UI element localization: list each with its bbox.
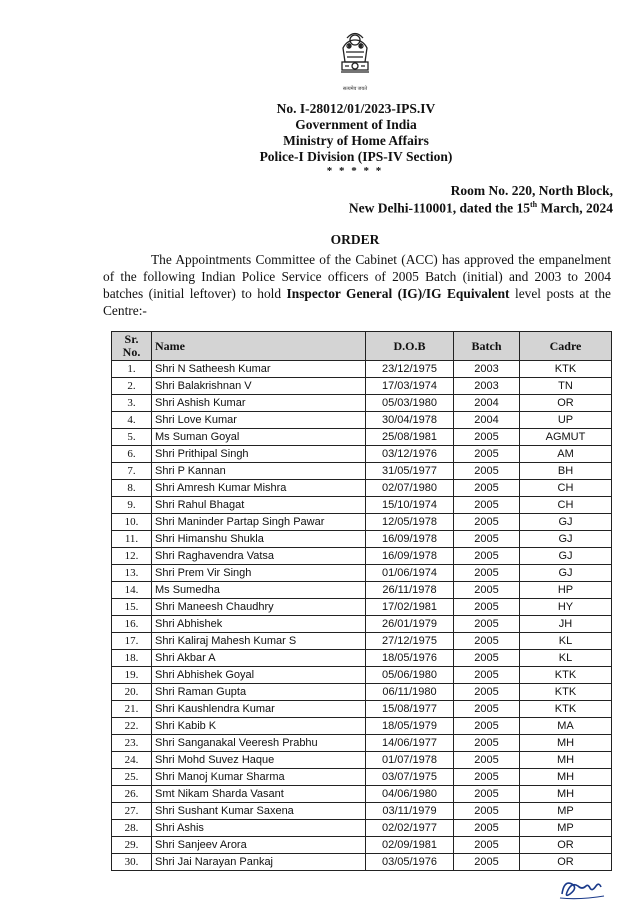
cell-name: Shri Balakrishnan V: [152, 378, 366, 395]
table-row: [112, 701, 612, 718]
cell-sr-no: 29.: [112, 837, 152, 854]
cell-dob: 18/05/1976: [366, 650, 454, 667]
cell-batch: 2005: [454, 531, 520, 548]
table-header-row: [112, 332, 612, 361]
cell-batch: 2005: [454, 446, 520, 463]
cell-batch: 2005: [454, 599, 520, 616]
header-cadre: Cadre: [520, 332, 612, 361]
address-line-2: New Delhi-110001, dated the 15th March, 2024: [348, 200, 613, 216]
cell-dob: 05/06/1980: [366, 667, 454, 684]
cell-name: Shri Himanshu Shukla: [152, 531, 366, 548]
header-sr-no: Sr. No.: [112, 332, 152, 361]
order-body: The Appointments Committee of the Cabinet (ACC) has approved the empanelment of the following Indian Police Service officers of 2005 Batch (initial) and 2003 to 2004 batches (initial leftover) to hold Inspector General (IG)/IG Equivalent level posts at the Centre:-: [103, 252, 611, 318]
table-row: [112, 361, 612, 378]
table-row: [112, 429, 612, 446]
header-name: Name: [152, 332, 366, 361]
cell-sr-no: 2.: [112, 378, 152, 395]
ministry-name: Ministry of Home Affairs: [283, 133, 429, 148]
table-row: [112, 854, 612, 871]
cell-dob: 26/01/1979: [366, 616, 454, 633]
table-row: [112, 582, 612, 599]
cell-dob: 16/09/1978: [366, 548, 454, 565]
cell-batch: 2005: [454, 701, 520, 718]
cell-sr-no: 18.: [112, 650, 152, 667]
cell-batch: 2005: [454, 769, 520, 786]
cell-name: Shri Akbar A: [152, 650, 366, 667]
cell-cadre: AM: [520, 446, 612, 463]
table-row: [112, 480, 612, 497]
cell-dob: 30/04/1978: [366, 412, 454, 429]
cell-name: Shri Sushant Kumar Saxena: [152, 803, 366, 820]
cell-name: Shri Ashish Kumar: [152, 395, 366, 412]
cell-sr-no: 17.: [112, 633, 152, 650]
cell-batch: 2005: [454, 463, 520, 480]
cell-dob: 17/02/1981: [366, 599, 454, 616]
table-row: [112, 718, 612, 735]
cell-sr-no: 11.: [112, 531, 152, 548]
cell-sr-no: 7.: [112, 463, 152, 480]
cell-sr-no: 27.: [112, 803, 152, 820]
cell-cadre: MP: [520, 820, 612, 837]
cell-cadre: CH: [520, 497, 612, 514]
cell-cadre: OR: [520, 854, 612, 871]
cell-dob: 01/07/1978: [366, 752, 454, 769]
cell-name: Shri Love Kumar: [152, 412, 366, 429]
cell-dob: 27/12/1975: [366, 633, 454, 650]
cell-dob: 15/10/1974: [366, 497, 454, 514]
cell-batch: 2005: [454, 429, 520, 446]
national-emblem-icon: [333, 28, 377, 86]
cell-dob: 02/02/1977: [366, 820, 454, 837]
table-row: [112, 565, 612, 582]
table-row: [112, 650, 612, 667]
cell-cadre: OR: [520, 837, 612, 854]
cell-dob: 17/03/1974: [366, 378, 454, 395]
file-number: No. I-28012/01/2023-IPS.IV: [276, 101, 436, 116]
cell-batch: 2005: [454, 633, 520, 650]
cell-dob: 31/05/1977: [366, 463, 454, 480]
cell-cadre: OR: [520, 395, 612, 412]
cell-sr-no: 21.: [112, 701, 152, 718]
cell-dob: 15/08/1977: [366, 701, 454, 718]
cell-cadre: MH: [520, 769, 612, 786]
cell-sr-no: 20.: [112, 684, 152, 701]
cell-name: Shri Prem Vir Singh: [152, 565, 366, 582]
cell-dob: 23/12/1975: [366, 361, 454, 378]
cell-dob: 01/06/1974: [366, 565, 454, 582]
table-row: [112, 735, 612, 752]
cell-name: Shri Maneesh Chaudhry: [152, 599, 366, 616]
cell-dob: 03/07/1975: [366, 769, 454, 786]
cell-sr-no: 30.: [112, 854, 152, 871]
cell-sr-no: 19.: [112, 667, 152, 684]
cell-dob: 18/05/1979: [366, 718, 454, 735]
cell-cadre: HP: [520, 582, 612, 599]
cell-name: Ms Suman Goyal: [152, 429, 366, 446]
cell-sr-no: 28.: [112, 820, 152, 837]
table-row: [112, 378, 612, 395]
table-row: [112, 803, 612, 820]
cell-name: Shri Amresh Kumar Mishra: [152, 480, 366, 497]
cell-name: Shri Sanganakal Veeresh Prabhu: [152, 735, 366, 752]
cell-sr-no: 9.: [112, 497, 152, 514]
cell-sr-no: 25.: [112, 769, 152, 786]
cell-batch: 2005: [454, 854, 520, 871]
cell-dob: 25/08/1981: [366, 429, 454, 446]
cell-cadre: GJ: [520, 514, 612, 531]
cell-cadre: TN: [520, 378, 612, 395]
cell-sr-no: 23.: [112, 735, 152, 752]
cell-name: Smt Nikam Sharda Vasant: [152, 786, 366, 803]
table-row: [112, 633, 612, 650]
order-title: ORDER: [330, 232, 380, 247]
table-row: [112, 395, 612, 412]
cell-cadre: MP: [520, 803, 612, 820]
cell-batch: 2005: [454, 667, 520, 684]
cell-sr-no: 24.: [112, 752, 152, 769]
table-row: [112, 446, 612, 463]
cell-batch: 2005: [454, 803, 520, 820]
cell-dob: 16/09/1978: [366, 531, 454, 548]
cell-dob: 03/05/1976: [366, 854, 454, 871]
cell-name: Shri Manoj Kumar Sharma: [152, 769, 366, 786]
cell-sr-no: 12.: [112, 548, 152, 565]
cell-name: Shri Rahul Bhagat: [152, 497, 366, 514]
cell-name: Shri Raghavendra Vatsa: [152, 548, 366, 565]
cell-batch: 2005: [454, 548, 520, 565]
cell-dob: 04/06/1980: [366, 786, 454, 803]
cell-dob: 05/03/1980: [366, 395, 454, 412]
cell-name: Shri N Satheesh Kumar: [152, 361, 366, 378]
cell-sr-no: 13.: [112, 565, 152, 582]
cell-batch: 2005: [454, 514, 520, 531]
cell-sr-no: 22.: [112, 718, 152, 735]
address-line-1: Room No. 220, North Block,: [450, 183, 613, 198]
cell-cadre: BH: [520, 463, 612, 480]
cell-cadre: UP: [520, 412, 612, 429]
cell-cadre: GJ: [520, 548, 612, 565]
cell-dob: 26/11/1978: [366, 582, 454, 599]
cell-batch: 2005: [454, 582, 520, 599]
table-row: [112, 548, 612, 565]
cell-sr-no: 6.: [112, 446, 152, 463]
cell-batch: 2005: [454, 735, 520, 752]
table-row: [112, 667, 612, 684]
cell-dob: 12/05/1978: [366, 514, 454, 531]
cell-batch: 2004: [454, 395, 520, 412]
cell-cadre: MH: [520, 786, 612, 803]
cell-batch: 2005: [454, 497, 520, 514]
table-row: [112, 531, 612, 548]
cell-batch: 2005: [454, 837, 520, 854]
cell-batch: 2005: [454, 616, 520, 633]
division-name: Police-I Division (IPS-IV Section): [259, 149, 453, 164]
table-row: [112, 497, 612, 514]
cell-cadre: KTK: [520, 684, 612, 701]
cell-dob: 06/11/1980: [366, 684, 454, 701]
cell-batch: 2003: [454, 378, 520, 395]
table-row: [112, 820, 612, 837]
cell-dob: 03/11/1979: [366, 803, 454, 820]
cell-cadre: GJ: [520, 531, 612, 548]
cell-batch: 2003: [454, 361, 520, 378]
header-batch: Batch: [454, 332, 520, 361]
cell-batch: 2005: [454, 820, 520, 837]
cell-dob: 02/07/1980: [366, 480, 454, 497]
cell-name: Shri Maninder Partap Singh Pawar: [152, 514, 366, 531]
cell-name: Shri Sanjeev Arora: [152, 837, 366, 854]
cell-cadre: CH: [520, 480, 612, 497]
cell-sr-no: 1.: [112, 361, 152, 378]
cell-name: Shri P Kannan: [152, 463, 366, 480]
cell-sr-no: 15.: [112, 599, 152, 616]
cell-name: Shri Kabib K: [152, 718, 366, 735]
cell-cadre: JH: [520, 616, 612, 633]
cell-name: Shri Raman Gupta: [152, 684, 366, 701]
cell-dob: 02/09/1981: [366, 837, 454, 854]
cell-cadre: HY: [520, 599, 612, 616]
cell-name: Ms Sumedha: [152, 582, 366, 599]
cell-batch: 2005: [454, 650, 520, 667]
cell-sr-no: 8.: [112, 480, 152, 497]
officers-table: [111, 331, 612, 871]
signature-initials: [556, 876, 612, 902]
cell-sr-no: 5.: [112, 429, 152, 446]
cell-dob: 03/12/1976: [366, 446, 454, 463]
table-row: [112, 599, 612, 616]
cell-cadre: KTK: [520, 667, 612, 684]
cell-cadre: MH: [520, 735, 612, 752]
cell-name: Shri Prithipal Singh: [152, 446, 366, 463]
cell-cadre: KL: [520, 633, 612, 650]
cell-batch: 2005: [454, 786, 520, 803]
cell-cadre: KTK: [520, 701, 612, 718]
table-row: [112, 412, 612, 429]
cell-sr-no: 3.: [112, 395, 152, 412]
cell-batch: 2004: [454, 412, 520, 429]
cell-name: Shri Abhishek Goyal: [152, 667, 366, 684]
cell-batch: 2005: [454, 752, 520, 769]
table-row: [112, 684, 612, 701]
cell-name: Shri Kaliraj Mahesh Kumar S: [152, 633, 366, 650]
emblem-motto: सत्यमेव जयते: [342, 87, 368, 92]
cell-cadre: AGMUT: [520, 429, 612, 446]
cell-name: Shri Mohd Suvez Haque: [152, 752, 366, 769]
cell-sr-no: 14.: [112, 582, 152, 599]
separator-stars: * * * * *: [326, 165, 384, 177]
cell-batch: 2005: [454, 718, 520, 735]
table-row: [112, 786, 612, 803]
cell-cadre: MA: [520, 718, 612, 735]
cell-batch: 2005: [454, 684, 520, 701]
cell-cadre: MH: [520, 752, 612, 769]
cell-batch: 2005: [454, 565, 520, 582]
cell-dob: 14/06/1977: [366, 735, 454, 752]
table-row: [112, 463, 612, 480]
table-row: [112, 752, 612, 769]
cell-cadre: KTK: [520, 361, 612, 378]
cell-name: Shri Kaushlendra Kumar: [152, 701, 366, 718]
cell-name: Shri Ashis: [152, 820, 366, 837]
cell-cadre: KL: [520, 650, 612, 667]
table-row: [112, 769, 612, 786]
cell-sr-no: 26.: [112, 786, 152, 803]
cell-batch: 2005: [454, 480, 520, 497]
cell-sr-no: 4.: [112, 412, 152, 429]
cell-name: Shri Abhishek: [152, 616, 366, 633]
table-row: [112, 837, 612, 854]
cell-name: Shri Jai Narayan Pankaj: [152, 854, 366, 871]
table-row: [112, 616, 612, 633]
cell-cadre: GJ: [520, 565, 612, 582]
table-row: [112, 514, 612, 531]
cell-sr-no: 16.: [112, 616, 152, 633]
header-dob: D.O.B: [366, 332, 454, 361]
government-name: Government of India: [295, 117, 417, 132]
cell-sr-no: 10.: [112, 514, 152, 531]
